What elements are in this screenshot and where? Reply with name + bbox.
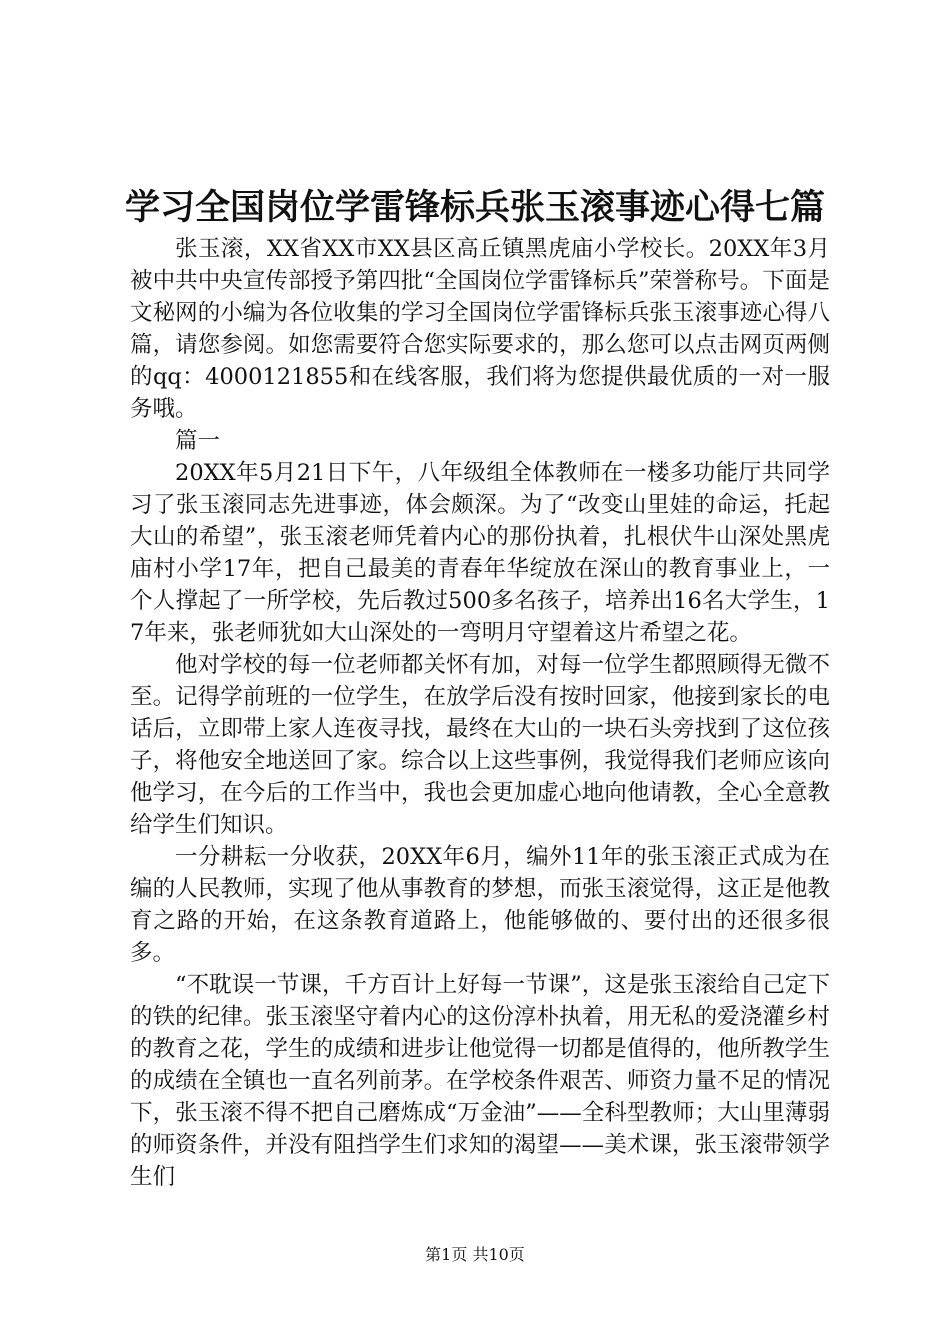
section-heading: 篇一: [175, 428, 221, 454]
intro-paragraph: 张玉滚，XX省XX市XX县区高丘镇黑虎庙小学校长。20XX年3月被中共中央宣传部授予第四批“全国岗位学雷锋标兵”荣誉称号。下面是文秘网的小编为各位收集的学习全国岗位学雷锋标兵张玉滚事迹心得八篇，请您参阅。如您需要符合您实际要求的，那么您可以点击网页两侧的qq：4000121855和在线客服，我们将为您提供最优质的一对一服务哦。: [130, 236, 830, 422]
body-paragraph: 他对学校的每一位老师都关怀有加，对每一位学生都照顾得无微不至。记得学前班的一位学生，在放学后没有按时回家，他接到家长的电话后，立即带上家人连夜寻找，最终在大山的一块石头旁找到了这位孩子，将他安全地送回了家。综合以上这些事例，我觉得我们老师应该向他学习，在今后的工作当中，我也会更加虚心地向他请教，全心全意教给学生们知识。: [130, 652, 830, 838]
body-paragraph: “不耽误一节课，千方百计上好每一节课”，这是张玉滚给自己定下的铁的纪律。张玉滚坚守着内心的这份淳朴执着，用无私的爱浇灌乡村的教育之花，学生的成绩和进步让他觉得一切都是值得的，他所教学生的成绩在全镇也一直名列前茅。在学校条件艰苦、师资力量不足的情况下，张玉滚不得不把自己磨炼成“万金油”——全科型教师；大山里薄弱的师资条件，并没有阻挡学生们求知的渴望——美术课，张玉滚带领学生们: [130, 972, 830, 1190]
page-footer: 第1页 共10页: [425, 1245, 525, 1264]
document-body: [130, 233, 830, 1193]
body-paragraph: 一分耕耘一分收获，20XX年6月，编外11年的张玉滚正式成为在编的人民教师，实现了他从事教育的梦想，而张玉滚觉得，这正是他教育之路的开始，在这条教育道路上，他能够做的、要付出的还很多很多。: [130, 844, 830, 966]
body-paragraph: 20XX年5月21日下午，八年级组全体教师在一楼多功能厅共同学习了张玉滚同志先进事迹，体会颇深。为了“改变山里娃的命运，托起大山的希望”，张玉滚老师凭着内心的那份执着，扎根伏牛山深处黑虎庙村小学17年，把自己最美的青春年华绽放在深山的教育事业上，一个人撑起了一所学校，先后教过500多名孩子，培养出16名大学生，17年来，张老师犹如大山深处的一弯明月守望着这片希望之花。: [130, 460, 830, 646]
document-title: 学习全国岗位学雷锋标兵张玉滚事迹心得七篇: [124, 187, 825, 228]
